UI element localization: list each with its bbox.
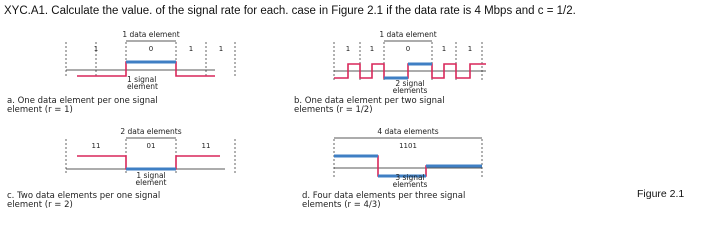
question-text: XYC.A1. Calculate the value. of the signal rate for each. case in Figure 2.1 if the data rate is 4 Mbps and c = 1/2. [4, 5, 576, 17]
panel-b-bit: 1 [441, 45, 447, 53]
panel-a-bit: 1 [188, 45, 194, 53]
panel-c-caption [7, 192, 160, 210]
panel-d-signal-label: elements [392, 180, 428, 189]
panel-c-caption-line: element (r = 2) [7, 200, 73, 210]
figure-panel-c [55, 125, 245, 191]
panel-b-signal-label: 2 signal [395, 79, 425, 88]
panel-c-signal-line [77, 156, 220, 169]
panel-d-bit: 1101 [399, 142, 417, 150]
panel-c-bit: 11 [91, 142, 101, 150]
panel-d-caption [302, 192, 465, 210]
panel-b-caption-line: b. One data element per two signal [294, 96, 445, 106]
panel-a-top-label: 1 data element [122, 30, 180, 39]
panel-b-bit: 0 [405, 45, 411, 53]
panel-a-signal-label: 1 signal [127, 75, 157, 84]
figure-panel-a [55, 28, 245, 96]
panel-c-top-label: 2 data elements [120, 127, 182, 136]
panel-b-top-label: 1 data element [379, 30, 437, 39]
panel-a-signal-line [77, 62, 215, 76]
panel-c-signal-label: 1 signal [136, 171, 166, 180]
panel-b-bit: 1 [369, 45, 375, 53]
panel-a-bit: 0 [148, 45, 154, 53]
panel-d-signal-label: 3 signal [395, 173, 425, 182]
panel-a-caption-line: a. One data element per one signal [7, 96, 158, 106]
panel-b-ratio: (r = 1/2) [336, 105, 373, 115]
panel-d-caption-line: d. Four data elements per three signal [302, 191, 466, 201]
panel-b-caption-line: elements [294, 105, 334, 115]
panel-a-caption-line: element (r = 1) [7, 105, 73, 115]
panel-a-bit: 1 [218, 45, 224, 53]
panel-c-signal-label: element [135, 178, 167, 187]
figure-panel-d [326, 125, 516, 191]
panel-a-caption [7, 97, 158, 115]
figure-label: Figure 2.1 [637, 188, 685, 200]
panel-c-bit: 01 [146, 142, 156, 150]
panel-a-signal-label: element [127, 82, 158, 91]
panel-d-ratio: (r = 4/3) [344, 200, 381, 210]
panel-b-bit: 1 [345, 45, 351, 53]
panel-c-bit: 11 [201, 142, 211, 150]
panel-b-signal-label: elements [392, 86, 428, 95]
panel-d-caption-line: elements [302, 200, 342, 210]
panel-a-bit: 1 [93, 45, 99, 53]
figure-panel-b [326, 28, 516, 96]
panel-b-caption [294, 97, 445, 115]
panel-d-top-label: 4 data elements [377, 127, 439, 136]
panel-b-bit: 1 [467, 45, 473, 53]
panel-c-caption-line: c. Two data elements per one signal [7, 191, 161, 201]
